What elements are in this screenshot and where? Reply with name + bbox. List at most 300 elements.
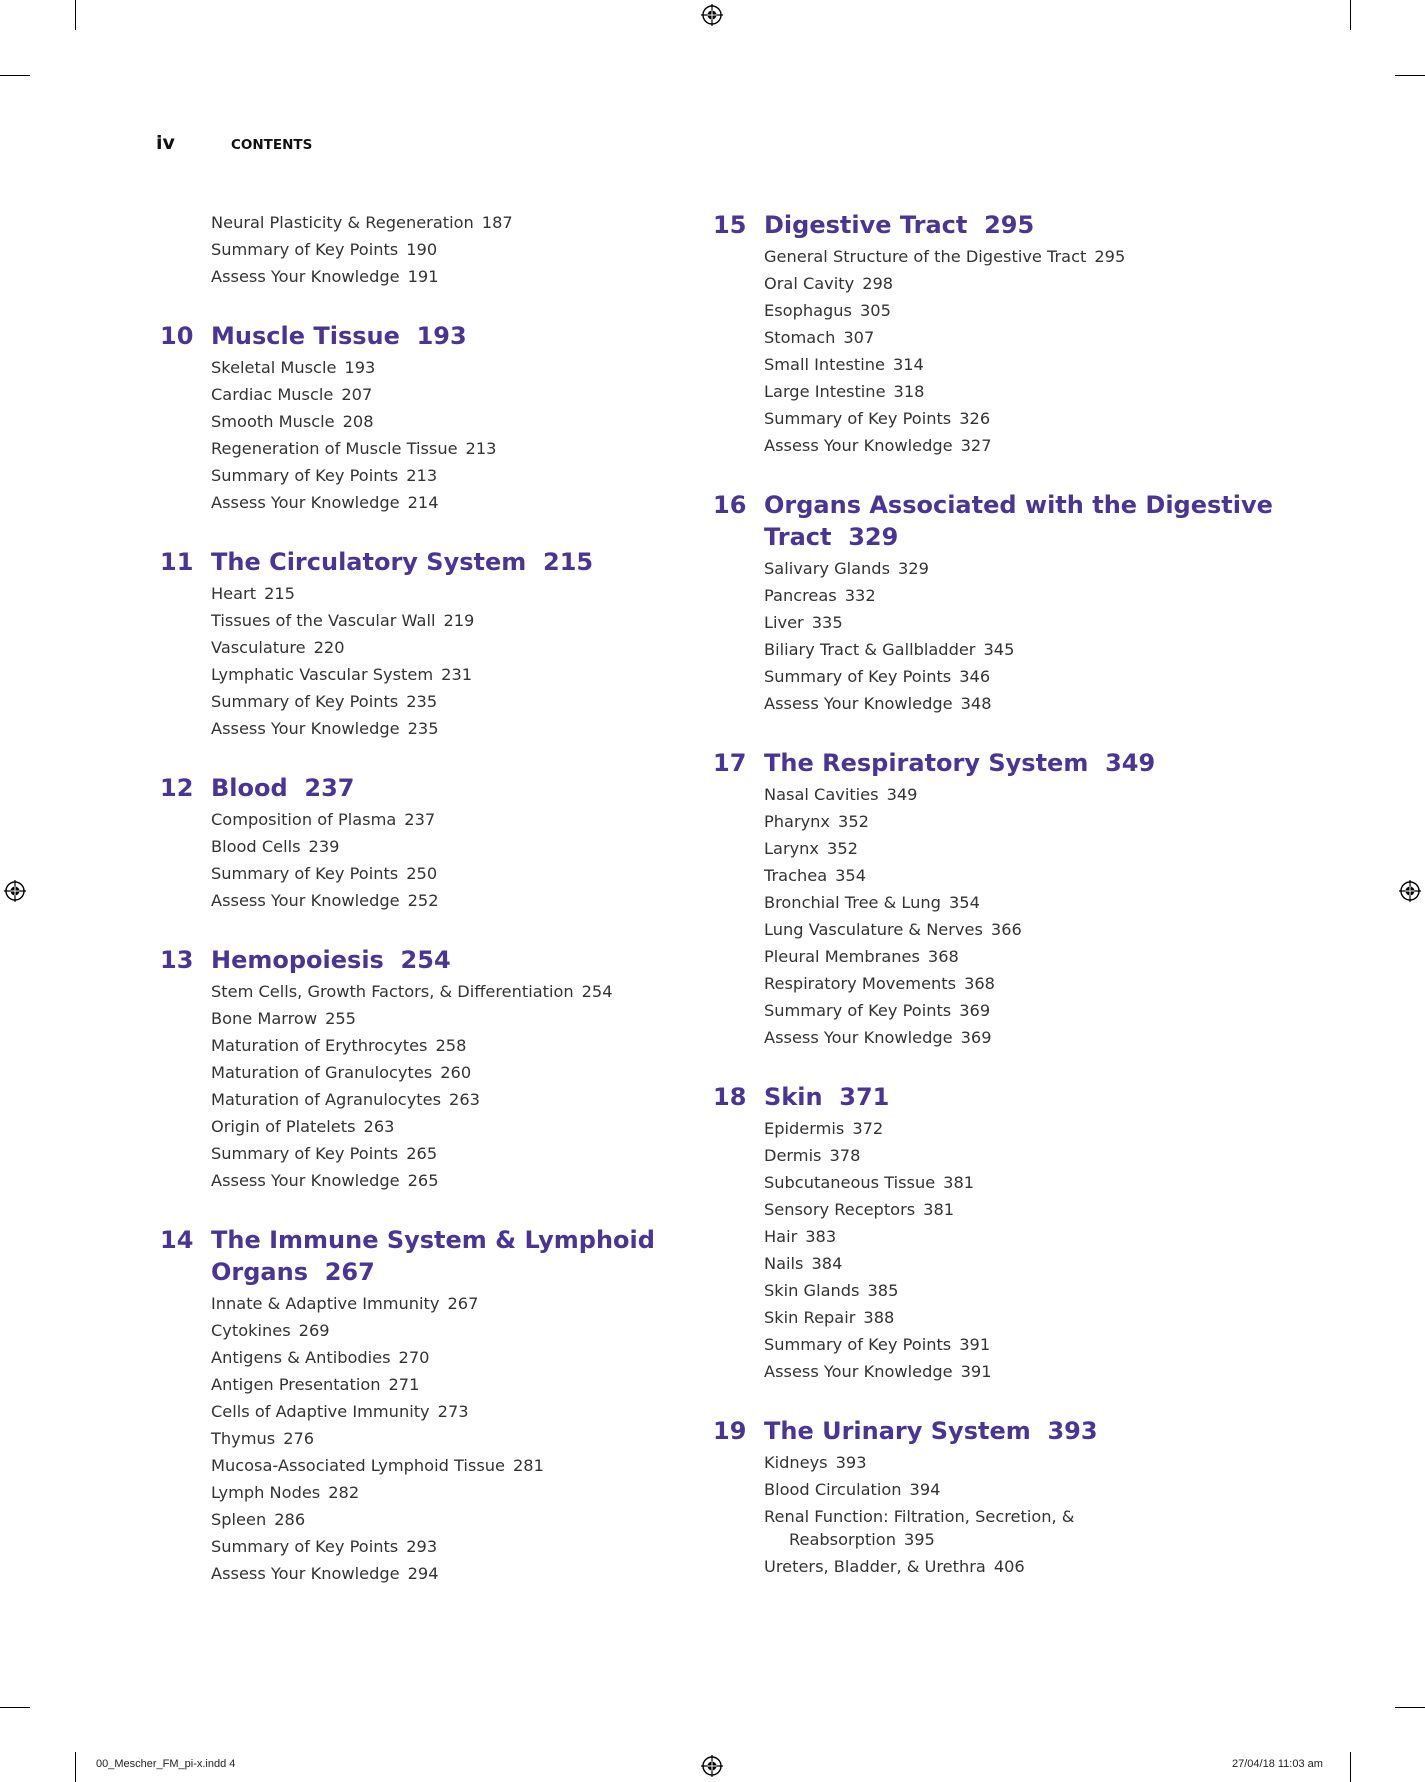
entry-title: Oral Cavity xyxy=(764,274,855,293)
entry-title: Summary of Key Points xyxy=(211,240,399,259)
entry-title: Assess Your Knowledge xyxy=(211,891,400,910)
chapter-entries xyxy=(211,580,680,742)
entry-title: Antigen Presentation xyxy=(211,1375,381,1394)
entry-page-number: 318 xyxy=(893,382,925,401)
toc-entry xyxy=(764,378,1313,405)
registration-mark-icon xyxy=(701,4,723,26)
toc-entry xyxy=(211,1506,680,1533)
entry-title: Summary of Key Points xyxy=(211,692,399,711)
crop-mark xyxy=(1395,1707,1425,1708)
toc-entry xyxy=(764,1304,1313,1331)
footer-file-name: 00_Mescher_FM_pi-x.indd 4 xyxy=(96,1758,236,1770)
chapter-title-text: Digestive Tract xyxy=(764,211,968,239)
entry-page-number: 254 xyxy=(581,982,613,1001)
toc-entry xyxy=(211,489,680,516)
chapter-title-line1: The Immune System & Lymphoid xyxy=(211,1226,655,1254)
chapter-heading xyxy=(713,1081,1313,1113)
entry-title: Respiratory Movements xyxy=(764,974,957,993)
toc-entry xyxy=(211,435,680,462)
chapter-entries xyxy=(764,781,1313,1051)
entry-title: Salivary Glands xyxy=(764,559,890,578)
toc-entry xyxy=(764,432,1313,459)
toc-entry xyxy=(211,1086,680,1113)
entry-page-number: 263 xyxy=(363,1117,395,1136)
chapter-16 xyxy=(713,489,1313,717)
chapter-number: 11 xyxy=(160,548,194,576)
continued-entries xyxy=(211,209,680,290)
toc-entry xyxy=(764,808,1313,835)
entry-page-number: 235 xyxy=(407,719,439,738)
entry-page-number: 349 xyxy=(886,785,918,804)
chapter-number: 16 xyxy=(713,491,747,519)
entry-page-number: 388 xyxy=(863,1308,895,1327)
entry-page-number: 406 xyxy=(993,1557,1025,1576)
entry-title: Nasal Cavities xyxy=(764,785,879,804)
entry-title: Skeletal Muscle xyxy=(211,358,337,377)
toc-entry xyxy=(764,1115,1313,1142)
entry-title: General Structure of the Digestive Tract xyxy=(764,247,1087,266)
entry-title: Dermis xyxy=(764,1146,822,1165)
entry-title: Large Intestine xyxy=(764,382,886,401)
entry-page-number: 208 xyxy=(342,412,374,431)
chapter-entries xyxy=(211,978,680,1194)
registration-mark-icon xyxy=(701,1755,723,1777)
entry-page-number: 332 xyxy=(844,586,876,605)
entry-title: Liver xyxy=(764,613,804,632)
chapter-page-number: 393 xyxy=(1047,1417,1098,1445)
toc-entry xyxy=(764,1142,1313,1169)
entry-title: Summary of Key Points xyxy=(764,409,952,428)
entry-page-number: 352 xyxy=(838,812,869,831)
chapter-title xyxy=(211,1224,655,1288)
chapter-14 xyxy=(160,1224,680,1587)
entry-page-number: 293 xyxy=(406,1537,438,1556)
entry-title: Maturation of Erythrocytes xyxy=(211,1036,428,1055)
entry-title: Assess Your Knowledge xyxy=(764,1028,953,1047)
chapter-title-text: Skin xyxy=(764,1083,823,1111)
entry-page-number: 385 xyxy=(867,1281,899,1300)
toc-entry xyxy=(211,978,680,1005)
entry-title: Vasculature xyxy=(211,638,306,657)
chapter-heading xyxy=(713,747,1313,779)
toc-entry xyxy=(211,887,680,914)
entry-page-number: 368 xyxy=(964,974,995,993)
chapter-number: 10 xyxy=(160,322,194,350)
entry-title: Lung Vasculature & Nerves xyxy=(764,920,983,939)
entry-title: Antigens & Antibodies xyxy=(211,1348,391,1367)
toc-entry xyxy=(764,835,1313,862)
entry-title: Bone Marrow xyxy=(211,1009,318,1028)
chapter-entries xyxy=(764,1449,1313,1580)
entry-title: Small Intestine xyxy=(764,355,885,374)
entry-title: Assess Your Knowledge xyxy=(211,1171,400,1190)
toc-entry xyxy=(764,970,1313,997)
chapter-title-text: The Urinary System xyxy=(764,1417,1031,1445)
toc-entry xyxy=(764,663,1313,690)
chapter-title-text: Muscle Tissue xyxy=(211,322,400,350)
entry-title: Ureters, Bladder, & Urethra xyxy=(764,1557,986,1576)
chapter-title-text: The Respiratory System xyxy=(764,749,1089,777)
toc-entry xyxy=(764,1196,1313,1223)
chapter-title-text: Blood xyxy=(211,774,288,802)
entry-page-number: 395 xyxy=(903,1530,935,1549)
entry-page-number: 187 xyxy=(481,213,513,232)
toc-entry xyxy=(211,1317,680,1344)
chapter-entries xyxy=(211,806,680,914)
chapter-number: 18 xyxy=(713,1083,747,1111)
chapter-title xyxy=(764,209,1034,241)
entry-page-number: 369 xyxy=(959,1001,991,1020)
chapter-entries xyxy=(764,243,1313,459)
toc-entry xyxy=(211,236,680,263)
entry-page-number: 281 xyxy=(512,1456,544,1475)
chapter-title-line1: Organs Associated with the Digestive xyxy=(764,491,1273,519)
chapter-heading xyxy=(160,1224,680,1288)
entry-page-number: 314 xyxy=(892,355,924,374)
entry-page-number: 265 xyxy=(406,1144,438,1163)
chapter-title xyxy=(764,489,1273,553)
chapter-number: 14 xyxy=(160,1226,194,1254)
crop-mark xyxy=(0,75,30,76)
entry-page-number: 384 xyxy=(811,1254,843,1273)
entry-title: Cells of Adaptive Immunity xyxy=(211,1402,430,1421)
chapter-number: 12 xyxy=(160,774,194,802)
toc-entry xyxy=(764,324,1313,351)
toc-entry xyxy=(211,1140,680,1167)
entry-page-number: 239 xyxy=(308,837,340,856)
entry-title: Lymphatic Vascular System xyxy=(211,665,434,684)
toc-entry xyxy=(764,862,1313,889)
chapter-15 xyxy=(713,209,1313,459)
crop-mark xyxy=(1350,1752,1351,1782)
chapter-title xyxy=(211,546,593,578)
chapter-title-text: The Circulatory System xyxy=(211,548,527,576)
entry-title: Spleen xyxy=(211,1510,267,1529)
entry-title: Epidermis xyxy=(764,1119,845,1138)
entry-page-number: 214 xyxy=(407,493,439,512)
toc-entry xyxy=(211,634,680,661)
entry-title-line1: Renal Function: Filtration, Secretion, & xyxy=(764,1507,1075,1526)
toc-entry xyxy=(211,1059,680,1086)
chapter-page-number: 267 xyxy=(324,1258,375,1286)
chapter-heading xyxy=(160,546,680,578)
toc-entry xyxy=(211,462,680,489)
toc-entry xyxy=(211,580,680,607)
entry-title: Smooth Muscle xyxy=(211,412,335,431)
toc-entry xyxy=(764,916,1313,943)
chapter-page-number: 254 xyxy=(400,946,451,974)
entry-page-number: 378 xyxy=(829,1146,861,1165)
contents-right-column xyxy=(713,209,1313,1610)
toc-entry xyxy=(211,860,680,887)
chapter-heading xyxy=(160,772,680,804)
chapter-number: 15 xyxy=(713,211,747,239)
toc-entry xyxy=(211,1167,680,1194)
entry-page-number: 366 xyxy=(990,920,1022,939)
entry-page-number: 237 xyxy=(404,810,436,829)
entry-page-number: 252 xyxy=(407,891,439,910)
entry-page-number: 271 xyxy=(388,1375,420,1394)
chapter-page-number: 371 xyxy=(839,1083,890,1111)
toc-entry xyxy=(764,1024,1313,1051)
entry-title: Trachea xyxy=(764,866,828,885)
toc-entry xyxy=(211,715,680,742)
toc-entry xyxy=(764,943,1313,970)
chapter-page-number: 349 xyxy=(1105,749,1156,777)
entry-page-number: 258 xyxy=(435,1036,467,1055)
entry-page-number: 394 xyxy=(909,1480,941,1499)
entry-title: Regeneration of Muscle Tissue xyxy=(211,439,458,458)
toc-entry xyxy=(211,688,680,715)
entry-title: Blood Circulation xyxy=(764,1480,902,1499)
chapter-entries xyxy=(211,1290,680,1587)
chapter-page-number: 329 xyxy=(848,523,899,551)
toc-entry xyxy=(211,1479,680,1506)
toc-entry xyxy=(764,1277,1313,1304)
chapter-title-line2: Organs xyxy=(211,1258,308,1286)
entry-page-number: 352 xyxy=(827,839,858,858)
chapter-number: 13 xyxy=(160,946,194,974)
toc-entry xyxy=(211,1425,680,1452)
chapter-entries xyxy=(211,354,680,516)
toc-entry xyxy=(211,833,680,860)
entry-page-number: 329 xyxy=(898,559,929,578)
chapter-title xyxy=(764,1415,1098,1447)
entry-title: Pancreas xyxy=(764,586,837,605)
entry-title: Summary of Key Points xyxy=(211,864,399,883)
entry-page-number: 368 xyxy=(927,947,959,966)
toc-entry xyxy=(764,997,1313,1024)
entry-page-number: 190 xyxy=(406,240,438,259)
toc-entry xyxy=(211,1533,680,1560)
chapter-12 xyxy=(160,772,680,914)
toc-entry xyxy=(211,209,680,236)
toc-entry xyxy=(764,582,1313,609)
right-chapter-list xyxy=(713,209,1313,1580)
entry-page-number: 298 xyxy=(862,274,894,293)
toc-entry xyxy=(764,1169,1313,1196)
entry-page-number: 260 xyxy=(440,1063,472,1082)
entry-title: Assess Your Knowledge xyxy=(764,1362,953,1381)
entry-page-number: 269 xyxy=(298,1321,330,1340)
left-chapter-list xyxy=(160,320,680,1587)
chapter-11 xyxy=(160,546,680,742)
chapter-19 xyxy=(713,1415,1313,1580)
entry-title: Cardiac Muscle xyxy=(211,385,334,404)
entry-page-number: 276 xyxy=(283,1429,315,1448)
entry-title-line2: Reabsorption xyxy=(789,1530,896,1549)
registration-mark-icon xyxy=(4,880,26,902)
entry-page-number: 393 xyxy=(835,1453,867,1472)
entry-title: Mucosa-Associated Lymphoid Tissue xyxy=(211,1456,505,1475)
entry-page-number: 213 xyxy=(406,466,438,485)
entry-page-number: 354 xyxy=(835,866,867,885)
chapter-page-number: 193 xyxy=(416,322,467,350)
page-number: iv xyxy=(156,132,175,154)
toc-entry xyxy=(764,1331,1313,1358)
toc-entry xyxy=(211,1452,680,1479)
chapter-10 xyxy=(160,320,680,516)
entry-page-number: 220 xyxy=(313,638,345,657)
toc-entry xyxy=(211,1344,680,1371)
entry-title: Assess Your Knowledge xyxy=(211,493,400,512)
entry-page-number: 381 xyxy=(943,1173,975,1192)
toc-entry xyxy=(764,690,1313,717)
toc-entry xyxy=(211,1113,680,1140)
entry-title-line2-wrap xyxy=(764,1528,1313,1551)
entry-title: Assess Your Knowledge xyxy=(764,436,953,455)
entry-title: Sensory Receptors xyxy=(764,1200,916,1219)
crop-mark xyxy=(75,0,76,30)
chapter-number: 17 xyxy=(713,749,747,777)
entry-title: Assess Your Knowledge xyxy=(211,719,400,738)
toc-entry xyxy=(764,351,1313,378)
entry-page-number: 231 xyxy=(441,665,473,684)
entry-title: Hair xyxy=(764,1227,798,1246)
entry-title: Maturation of Agranulocytes xyxy=(211,1090,442,1109)
chapter-page-number: 237 xyxy=(304,774,355,802)
entry-title: Composition of Plasma xyxy=(211,810,397,829)
entry-title: Heart xyxy=(211,584,257,603)
entry-page-number: 383 xyxy=(805,1227,837,1246)
entry-page-number: 354 xyxy=(948,893,980,912)
chapter-title xyxy=(211,944,451,976)
chapter-heading xyxy=(713,1415,1313,1447)
footer-timestamp: 27/04/18 11:03 am xyxy=(1232,1758,1323,1770)
entry-title: Assess Your Knowledge xyxy=(211,267,400,286)
toc-entry xyxy=(211,408,680,435)
toc-entry xyxy=(211,1005,680,1032)
entry-title: Esophagus xyxy=(764,301,852,320)
entry-title: Blood Cells xyxy=(211,837,301,856)
crop-mark xyxy=(75,1752,76,1782)
entry-page-number: 348 xyxy=(960,694,992,713)
chapter-entries xyxy=(764,1115,1313,1385)
entry-page-number: 267 xyxy=(447,1294,479,1313)
toc-entry xyxy=(764,636,1313,663)
entry-title: Skin Repair xyxy=(764,1308,856,1327)
entry-title: Maturation of Granulocytes xyxy=(211,1063,433,1082)
toc-entry xyxy=(764,781,1313,808)
entry-page-number: 250 xyxy=(406,864,438,883)
entry-page-number: 326 xyxy=(959,409,991,428)
entry-title: Summary of Key Points xyxy=(211,466,399,485)
toc-entry xyxy=(764,1503,1313,1553)
entry-page-number: 270 xyxy=(398,1348,430,1367)
entry-page-number: 327 xyxy=(960,436,992,455)
entry-page-number: 369 xyxy=(960,1028,992,1047)
entry-title: Subcutaneous Tissue xyxy=(764,1173,936,1192)
toc-entry xyxy=(764,1223,1313,1250)
toc-entry xyxy=(211,381,680,408)
registration-mark-icon xyxy=(1399,880,1421,902)
entry-title: Skin Glands xyxy=(764,1281,860,1300)
entry-title: Thymus xyxy=(211,1429,276,1448)
entry-title: Biliary Tract & Gallbladder xyxy=(764,640,976,659)
entry-title: Nails xyxy=(764,1254,804,1273)
toc-entry xyxy=(764,270,1313,297)
entry-page-number: 282 xyxy=(328,1483,360,1502)
toc-entry xyxy=(211,1398,680,1425)
toc-entry xyxy=(764,1476,1313,1503)
chapter-page-number: 215 xyxy=(543,548,594,576)
toc-entry xyxy=(211,1032,680,1059)
chapter-number: 19 xyxy=(713,1417,747,1445)
entry-title: Innate & Adaptive Immunity xyxy=(211,1294,440,1313)
entry-title: Larynx xyxy=(764,839,820,858)
toc-entry xyxy=(764,297,1313,324)
entry-title: Pleural Membranes xyxy=(764,947,920,966)
chapter-heading xyxy=(160,944,680,976)
chapter-17 xyxy=(713,747,1313,1051)
entry-title: Kidneys xyxy=(764,1453,828,1472)
toc-entry xyxy=(764,243,1313,270)
entry-title: Neural Plasticity & Regeneration xyxy=(211,213,474,232)
toc-entry xyxy=(764,1553,1313,1580)
entry-title: Cytokines xyxy=(211,1321,291,1340)
entry-page-number: 372 xyxy=(852,1119,884,1138)
chapter-title xyxy=(764,1081,889,1113)
entry-page-number: 219 xyxy=(443,611,475,630)
entry-title: Summary of Key Points xyxy=(764,667,952,686)
chapter-heading xyxy=(713,209,1313,241)
entry-title: Summary of Key Points xyxy=(764,1001,952,1020)
entry-page-number: 263 xyxy=(449,1090,480,1109)
chapter-18 xyxy=(713,1081,1313,1385)
entry-page-number: 193 xyxy=(344,358,376,377)
entry-title: Origin of Platelets xyxy=(211,1117,356,1136)
entry-title: Summary of Key Points xyxy=(211,1537,399,1556)
entry-page-number: 273 xyxy=(437,1402,469,1421)
entry-page-number: 335 xyxy=(811,613,843,632)
chapter-heading xyxy=(160,320,680,352)
entry-title: Bronchial Tree & Lung xyxy=(764,893,941,912)
toc-entry xyxy=(211,806,680,833)
toc-entry xyxy=(211,263,680,290)
entry-page-number: 295 xyxy=(1094,247,1126,266)
entry-title: Pharynx xyxy=(764,812,831,831)
toc-entry xyxy=(764,405,1313,432)
toc-entry xyxy=(211,1560,680,1587)
toc-entry xyxy=(211,607,680,634)
entry-page-number: 391 xyxy=(959,1335,991,1354)
entry-title: Assess Your Knowledge xyxy=(764,694,953,713)
entry-page-number: 191 xyxy=(407,267,439,286)
toc-entry xyxy=(211,1371,680,1398)
entry-page-number: 381 xyxy=(923,1200,955,1219)
entry-title: Summary of Key Points xyxy=(764,1335,952,1354)
chapter-heading xyxy=(713,489,1313,553)
toc-entry xyxy=(764,1358,1313,1385)
entry-page-number: 294 xyxy=(407,1564,439,1583)
chapter-page-number: 295 xyxy=(984,211,1035,239)
entry-page-number: 305 xyxy=(860,301,891,320)
entry-page-number: 215 xyxy=(264,584,295,603)
toc-entry xyxy=(211,1290,680,1317)
toc-entry xyxy=(764,609,1313,636)
entry-page-number: 307 xyxy=(843,328,875,347)
entry-title: Lymph Nodes xyxy=(211,1483,321,1502)
toc-entry xyxy=(764,889,1313,916)
entry-page-number: 346 xyxy=(959,667,991,686)
chapter-title xyxy=(211,320,467,352)
entry-title: Summary of Key Points xyxy=(211,1144,399,1163)
entry-page-number: 235 xyxy=(406,692,438,711)
chapter-title xyxy=(211,772,355,804)
running-head: CONTENTS xyxy=(231,137,313,153)
entry-title: Stomach xyxy=(764,328,836,347)
chapter-title-line2: Tract xyxy=(764,523,832,551)
